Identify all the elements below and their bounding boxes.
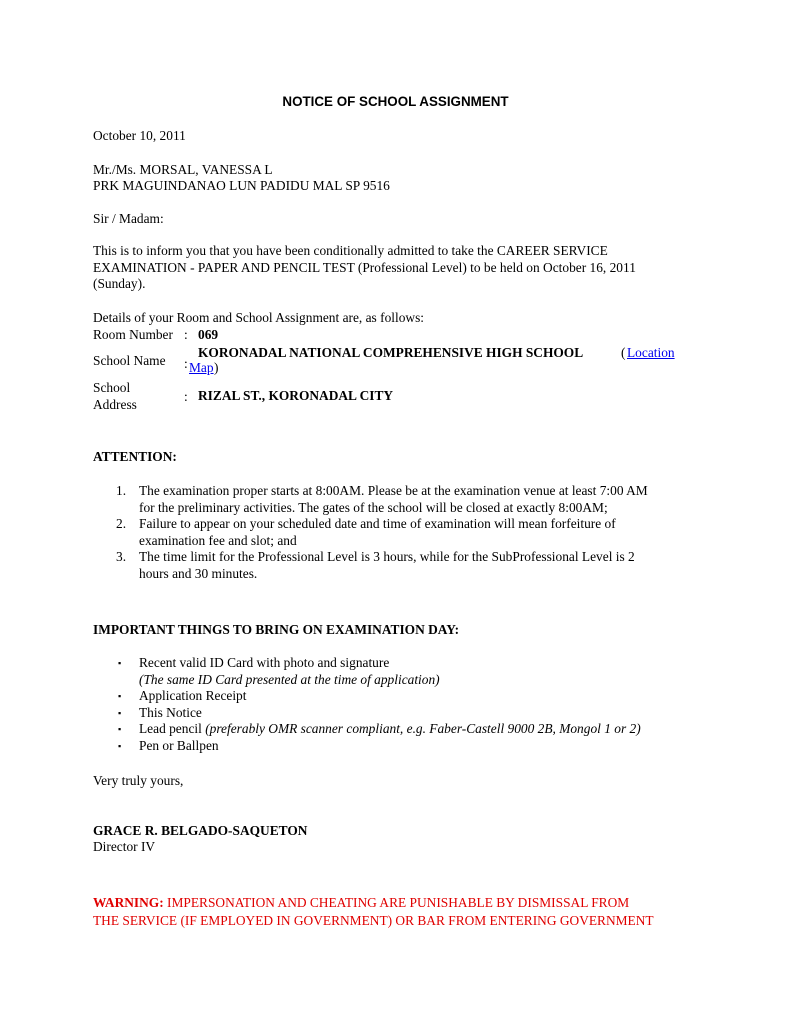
bring-item-text: This Notice <box>139 704 202 720</box>
bullet-icon: ▪ <box>118 740 122 751</box>
attention-item <box>93 516 693 549</box>
bring-item <box>93 705 713 722</box>
attention-item-line1: The examination proper starts at 8:00AM. Please be at the examination venue at least 7:00 AM <box>139 483 648 498</box>
bring-item-text: Application Receipt <box>139 688 247 703</box>
recipient-name: Mr./Ms. MORSAL, VANESSA L <box>93 162 273 177</box>
school-name-label: School Name <box>93 353 166 368</box>
attention-item-line2: examination fee and slot; and <box>139 532 297 548</box>
bring-item <box>93 738 713 755</box>
intro-line-3: (Sunday). <box>93 276 146 291</box>
school-address-value: RIZAL ST., KORONADAL CITY <box>198 388 394 403</box>
signatory-name: GRACE R. BELGADO-SAQUETON <box>93 823 308 838</box>
location-map-link-part2[interactable]: Map <box>189 360 214 375</box>
school-name-colon: : <box>184 356 188 371</box>
bring-item-text: Lead pencil <box>139 721 206 736</box>
attention-list <box>93 483 693 582</box>
room-number-colon: : <box>184 327 188 342</box>
attention-item-line2: hours and 30 minutes. <box>139 565 258 581</box>
attention-item-line1: Failure to appear on your scheduled date and time of examination will mean forfeiture of <box>139 516 616 531</box>
location-map-link-part1[interactable]: Location <box>627 345 675 360</box>
school-name-value: KORONADAL NATIONAL COMPREHENSIVE HIGH SCHOOL <box>198 345 584 360</box>
bullet-icon: ▪ <box>118 707 122 718</box>
details-heading: Details of your Room and School Assignment are, as follows: <box>93 310 425 325</box>
location-map-close-paren: ) <box>214 360 219 375</box>
location-map-open-paren: ( <box>621 345 626 360</box>
bring-item-text: Pen or Ballpen <box>139 737 219 753</box>
attention-item-line2: for the preliminary activities. The gates of the school will be closed at exactly 8:00AM; <box>139 499 608 515</box>
attention-item <box>93 549 693 582</box>
school-address-colon: : <box>184 389 188 404</box>
bring-item-note: (preferably OMR scanner compliant, e.g. Faber-Castell 9000 2B, Mongol 1 or 2) <box>205 721 641 736</box>
attention-item-line1: The time limit for the Professional Level is 3 hours, while for the SubProfessional Level is 2 <box>139 549 635 564</box>
letter-date: October 10, 2011 <box>93 128 186 143</box>
attention-item-number: 2. <box>116 516 127 531</box>
room-number-value: 069 <box>198 327 219 342</box>
intro-line-2: EXAMINATION - PAPER AND PENCIL TEST (Professional Level) to be held on October 16, 2011 <box>93 260 636 275</box>
bring-item <box>93 721 713 738</box>
warning-line-1 <box>93 895 629 912</box>
recipient-address: PRK MAGUINDANAO LUN PADIDU MAL SP 9516 <box>93 178 390 193</box>
bullet-icon: ▪ <box>118 724 122 734</box>
bring-item <box>93 688 713 705</box>
bring-item <box>93 655 713 688</box>
bring-list <box>93 655 713 754</box>
valediction: Very truly yours, <box>93 773 184 788</box>
bullet-icon: ▪ <box>118 691 122 701</box>
warning-line-2: THE SERVICE (IF EMPLOYED IN GOVERNMENT) OR BAR FROM ENTERING GOVERNMENT <box>93 913 654 928</box>
warning-text: IMPERSONATION AND CHEATING ARE PUNISHABLE BY DISMISSAL FROM <box>163 895 630 910</box>
attention-item-number: 1. <box>116 483 127 498</box>
bring-item-text: Recent valid ID Card with photo and signature <box>139 655 390 670</box>
signatory-position: Director IV <box>93 839 156 854</box>
attention-item-number: 3. <box>116 549 127 564</box>
intro-line-1: This is to inform you that you have been conditionally admitted to take the CAREER SERVICE <box>93 243 608 258</box>
room-number-label: Room Number <box>93 327 173 342</box>
bullet-icon: ▪ <box>118 658 122 668</box>
bring-item-note: (The same ID Card presented at the time of application) <box>139 671 440 687</box>
warning-label: WARNING: <box>93 895 164 910</box>
school-address-label-line2: Address <box>93 397 137 412</box>
salutation: Sir / Madam: <box>93 211 164 226</box>
school-address-label-line1: School <box>93 380 131 395</box>
attention-item <box>93 483 693 516</box>
bring-heading: IMPORTANT THINGS TO BRING ON EXAMINATION DAY: <box>93 622 460 637</box>
page-title: NOTICE OF SCHOOL ASSIGNMENT <box>282 94 509 109</box>
attention-heading: ATTENTION: <box>93 449 177 464</box>
